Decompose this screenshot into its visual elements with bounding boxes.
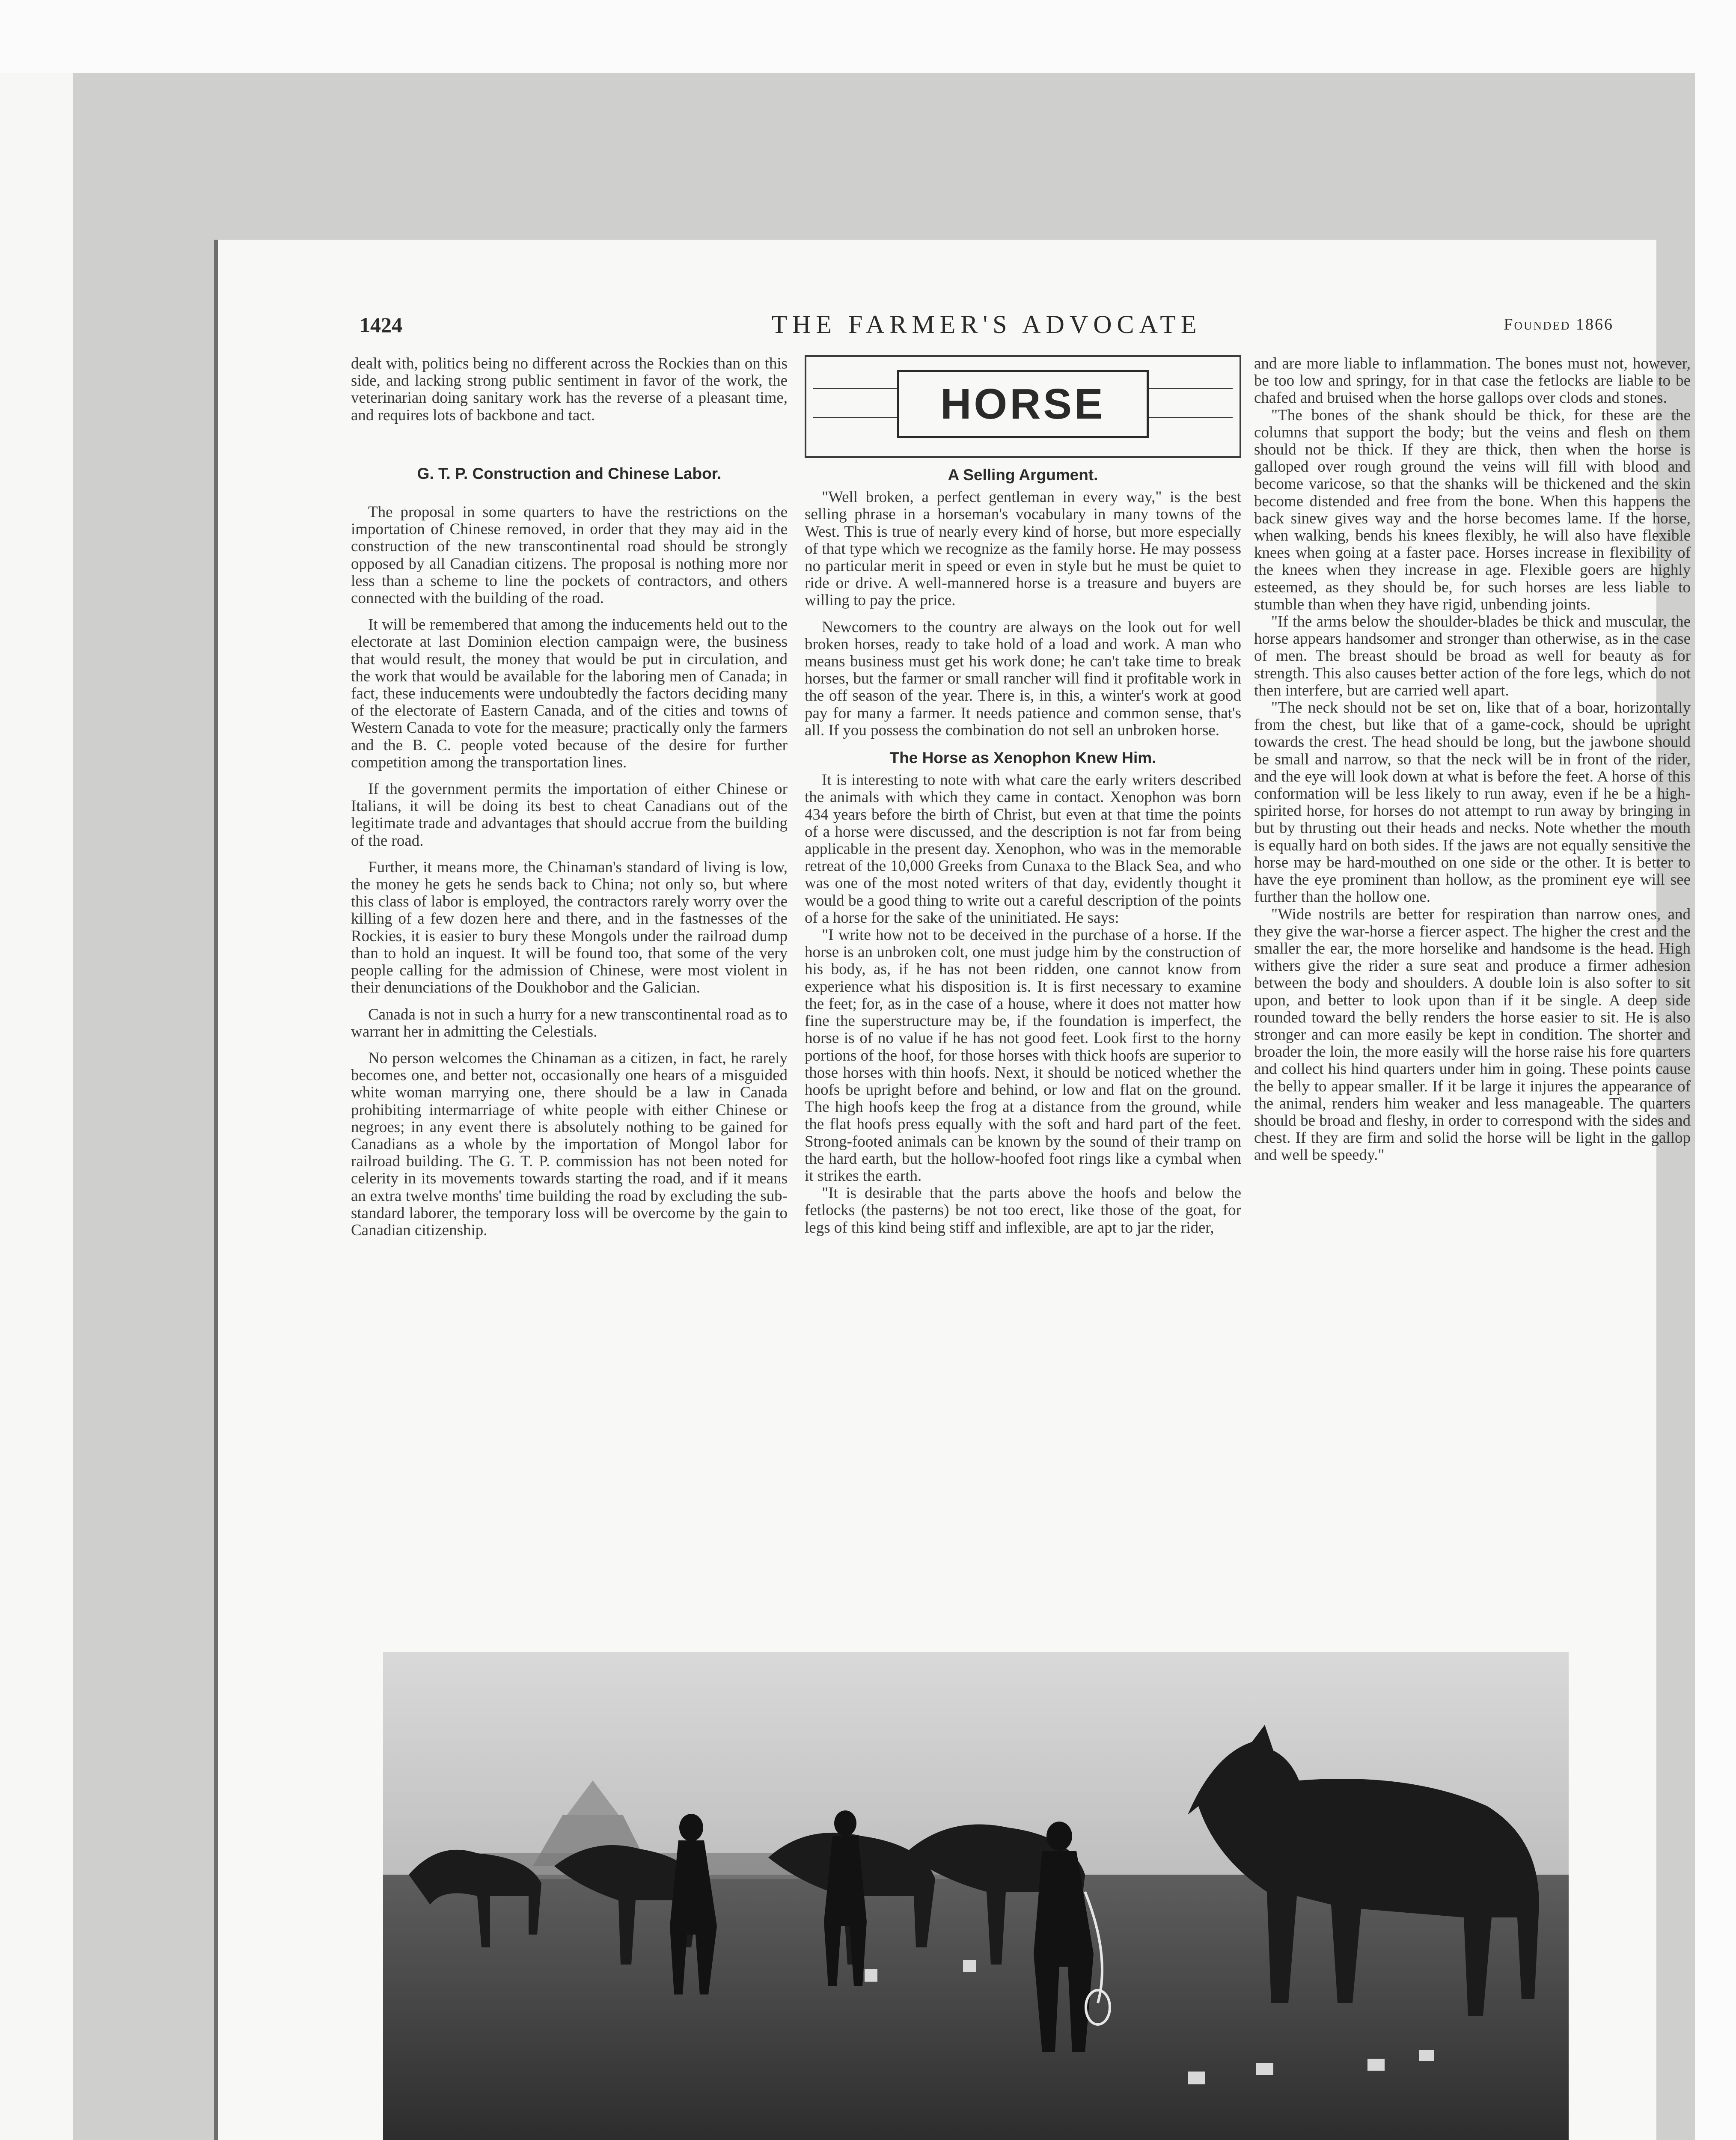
col1-intro-paragraph: dealt with, politics being no different across the Rockies than on this side, and lacking strong public sentiment in favor of the work, the veterinarian doing sanitary work has the reverse of a pleasant time, and requires lots of backbone and tact.: [351, 355, 788, 424]
scan-left-margin: [0, 0, 73, 2140]
magazine-page: [214, 240, 1691, 2140]
horse-banner-label: HORSE: [897, 370, 1149, 438]
column-2: [805, 355, 1241, 1236]
scan-right-margin: [1695, 0, 1736, 2140]
col2-paragraph: "I write how not to be deceived in the purchase of a horse. If the horse is an unbroken colt, one must judge him by the construction of his body, as, if he has not been ridden, one cannot know from experience what his disposition is. It is first necessary to examine the feet; for, as in the case of a house, where it does not matter how fine the superstructure may be, if the foundation is imperfect, the horse is of no value if he has not good feet. Look first to the horny portions of the hoof, for those horses with thick hoofs are superior to those horses with thin hoofs. Next, it should be noticed whether the hoofs be upright before and behind, or low and flat on the ground. The high hoofs keep the frog at a distance from the ground, while the flat hoofs press equally with the soft and hard part of the feet. Strong-footed animals can be known by the sound of their tramp on the hard earth, but the hollow-hoofed foot rings like a cymbal when it strikes the earth.: [805, 926, 1241, 1185]
col2-paragraph: It is interesting to note with what care the early writers described the animals with which they came in contact. Xenophon was born 434 years before the birth of Christ, but even at that time the points of a horse were discussed, and the description is not far from being applicable in the present day. Xenophon, who was in the memorable retreat of the 10,000 Greeks from Cunaxa to the Black Sea, and who was one of the most noted writers of that day, evidently thought it would be a good thing to write out a careful description of the points of a horse for the sake of the uninitiated. He says:: [805, 771, 1241, 927]
horse-section-banner: [805, 355, 1241, 458]
page-number: 1424: [360, 313, 402, 337]
gtp-heading: G. T. P. Construction and Chinese Labor.: [417, 464, 722, 482]
col3-paragraph: "If the arms below the shoulder-blades be thick and muscular, the horse appears handsomer and stronger than otherwise, as in the case of men. The breast should be broad as well for beauty as for strength. This also causes better action of the fore legs, which do not then interfere, but are carried well apart.: [1254, 613, 1691, 699]
col3-paragraph: "The bones of the shank should be thick, for these are the columns that support the body; but the veins and flesh on them should not be thick. If they are thick, then when the horse is galloped over rough ground the veins will fill with blood and become varicose, so that the shanks will be thickened and the skin become distended and free from the bone. When this happens the back sinew gives way and the horse becomes lame. If the horse, when walking, bends his knees flexibly, he will also have flexible knees when going at a faster pace. Horses increase in flexibility of the knees when they increase in age. Flexible goers are highly esteemed, as they should be, for such horses are less liable to stumble than when they have rigid, unbending joints.: [1254, 406, 1691, 613]
col3-paragraph: "Wide nostrils are better for respiration than narrow ones, and they give the war-horse a fiercer aspect. The higher the crest and the smaller the ear, the more horselike and handsome is the head. High withers give the rider a sure seat and produce a firmer adhesion between the body and shoulders. A double loin is also softer to sit upon, and better to look upon than if it be single. A deep side rounded toward the belly renders the horse easier to sit. He is also stronger and can more easily be kept in condition. The shorter and broader the loin, the more easily will the horse raise his fore quarters and collect his hind quarters under him in going. These points cause the belly to appear smaller. If it be large it injures the appearance of the animal, renders him weaker and less manageable. The quarters should be broad and fleshy, in order to correspond with the sides and chest. If they are firm and solid the horse will be light in the gallop and well be speedy.": [1254, 905, 1691, 1164]
col1-paragraph: No person welcomes the Chinaman as a citizen, in fact, he rarely becomes one, and better not, occasionally one hears of a misguided white woman marrying one, there should be a law in Canada prohibiting intermarriage of white people with either Chinese or negroes; in any event there is absolutely nothing to be gained for Canadians as a whole by the importation of Mongol labor for railroad building. The G. T. P. commission has not been noted for celerity in its movements towards starting the road, and if it means an extra twelve months' time building the road by excluding the sub-standard laborer, the temporary loss will be overcome by the gain to Canadian citizenship.: [351, 1049, 788, 1239]
col3-paragraph: and are more liable to inflammation. The bones must not, however, be too low and springy, for in that case the fetlocks are liable to be chafed and bruised when the horse gallops over clods and stones.: [1254, 355, 1691, 407]
col1-paragraph: Canada is not in such a hurry for a new transcontinental road as to warrant her in admitting the Celestials.: [351, 1005, 788, 1040]
col1-paragraph: The proposal in some quarters to have the restrictions on the importation of Chinese removed, in order that they may aid in the construction of the new transcontinental road should be strongly opposed by all Canadian citizens. The proposal is nothing more nor less than a scheme to line the pockets of contractors, and others connected with the building of the road.: [351, 503, 788, 607]
column-3: [1254, 355, 1691, 1164]
col2-paragraph: "Well broken, a perfect gentleman in every way," is the best selling phrase in a horseman's vocabulary in many towns of the West. This is true of nearly every kind of horse, but more especially of that type which we recognize as the family horse. He may possess no particular merit in speed or even in style but he must be quiet to ride or drive. A well-mannered horse is a treasure and buyers are willing to pay the price.: [805, 488, 1241, 609]
col2-paragraph: Newcomers to the country are always on the look out for well broken horses, ready to take hold of a load and work. A man who means business must get his work done; he can't take time to break horses, but the farmer or small rancher will find it profitable work in the off season of the year. There is, in this, a winter's work at good pay for many a farmer. It needs patience and common sense, that's all. If you possess the combination do not sell an unbroken horse.: [805, 618, 1241, 739]
magazine-title: THE FARMER'S ADVOCATE: [771, 310, 1202, 339]
xenophon-heading: The Horse as Xenophon Knew Him.: [889, 749, 1156, 767]
col3-paragraph: "The neck should not be set on, like that of a boar, horizontally from the chest, but like that of a game-cock, should be upright towards the crest. The head should be long, but the jawbone should be small and narrow, so that the neck will be in front of the rider, and the eye will look down at what is before the feet. A horse of this conformation will be less likely to run away, even if he be a high-spirited horse, for horses do not attempt to run away by bringing in but by thrusting out their heads and necks. Note whether the mouth is equally hard on both sides. If the jaws are not equally sensitive the horse may be hard-mouthed on one side or the other. It is better to have the eye prominent than hollow, as the prominent eye will see further than the hollow one.: [1254, 699, 1691, 906]
col1-paragraph: If the government permits the importation of either Chinese or Italians, it will be doing its best to cheat Canadians out of the legitimate trade and advantages that should accrue from the building of the road.: [351, 780, 788, 850]
col2-paragraph: "It is desirable that the parts above the hoofs and below the fetlocks (the pasterns) be not too erect, like those of the goat, for legs of this kind being stiff and inflexible, are apt to jar the rider,: [805, 1184, 1241, 1236]
selling-argument-heading: A Selling Argument.: [948, 466, 1098, 484]
clydesdale-photograph: [383, 1652, 1569, 2140]
scan-top-margin: [0, 0, 1736, 73]
founded-note: Founded 1866: [1504, 315, 1614, 333]
col1-paragraph: It will be remembered that among the inducements held out to the electorate at last Dominion election campaign were, the business that would result, the money that would be put in circulation, and the work that would be available for the laboring men of Canada; in fact, these inducements were undoubtedly the factors deciding many of the electorate of Eastern Canada, and of the cities and towns of Western Canada to vote for the measure; practically only the farmers and the B. C. people voted because of the desire for further competition among the transportation lines.: [351, 616, 788, 771]
page-header: [360, 312, 1614, 347]
col1-paragraph: Further, it means more, the Chinaman's standard of living is low, the money he gets he sends back to China; not only so, but where this class of labor is employed, the contractors rarely worry over the killing of a few dozen here and there, and in the fastnesses of the Rockies, it is easier to bury these Mongols under the railroad dump than to hold an inquest. It will be found too, that some of the very people calling for the admission of Chinese, were most violent in their denunciations of the Doukhobor and the Galician.: [351, 858, 788, 997]
column-1: [351, 355, 788, 1239]
photo-illustration: [383, 1652, 1569, 2140]
